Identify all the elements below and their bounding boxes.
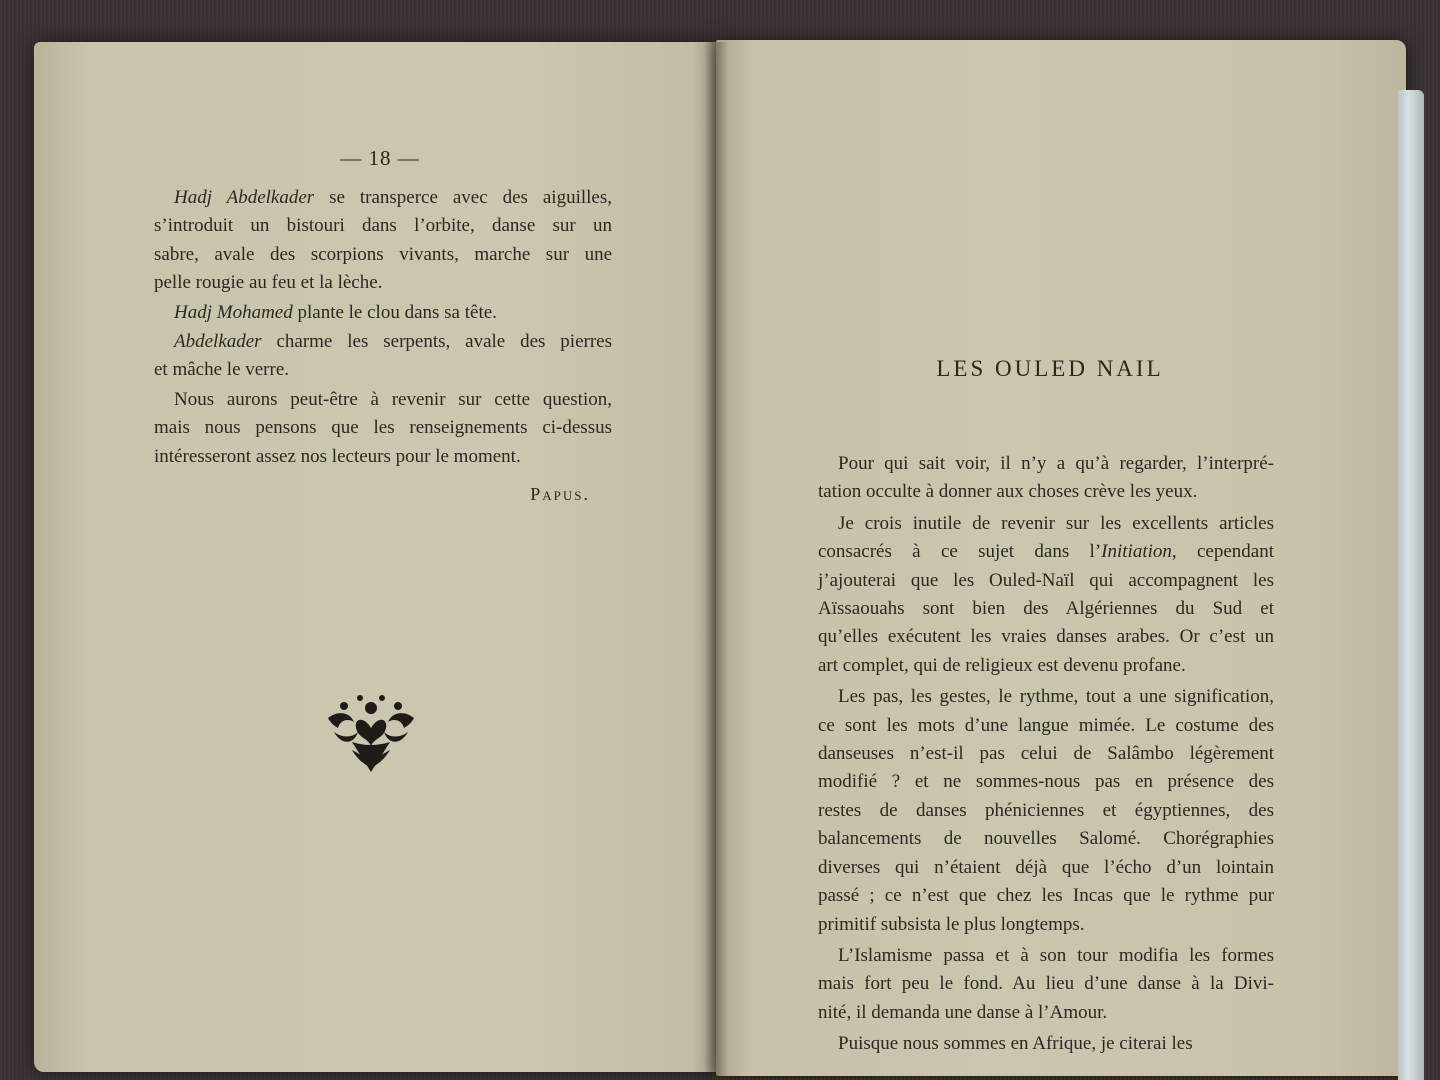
text-line	[818, 538, 1274, 566]
text-run: plante le clou dans sa tête.	[292, 301, 497, 323]
page-number: — 18 —	[340, 146, 420, 170]
paragraph	[154, 184, 612, 298]
text-line	[154, 299, 612, 327]
text-line: ce sont les mots d’une langue mimée. Le costume des	[818, 714, 1274, 736]
text-line: mais fort peu le fond. Au lieu d’une danse à la Divi-	[818, 973, 1274, 995]
paragraph	[818, 942, 1274, 1027]
text-line: L’Islamisme passa et à son tour modifia les formes	[838, 944, 1274, 966]
text-line: Les pas, les gestes, le rythme, tout a une signification,	[838, 686, 1274, 708]
text-line: Je crois inutile de revenir sur les excellents articles	[838, 512, 1274, 534]
book-gutter	[704, 42, 728, 1076]
text-line: Pour qui sait voir, il n’y a qu’à regarder, l’interpré-	[838, 453, 1274, 474]
text-line: diverses qui n’étaient déjà que l’écho d’un lointain	[818, 856, 1274, 878]
paragraph	[818, 683, 1274, 939]
fleuron-ornament-icon	[324, 688, 418, 772]
text-run: charme les serpents, avale des pierres	[261, 331, 612, 353]
text-line: j’ajouterai que les Ouled-Naïl qui accompagnent les	[818, 569, 1274, 591]
text-run: , cependant	[1171, 541, 1275, 563]
page-stack-edge	[1398, 90, 1424, 1080]
paragraph	[818, 450, 1274, 507]
text-line: primitif subsista le plus longtemps.	[818, 913, 1085, 935]
text-line: mais nous pensons que les renseignements ci-dessus	[154, 417, 612, 439]
left-page-text	[154, 184, 612, 471]
author-signature: Papus.	[530, 484, 590, 504]
text-line: intéresseront assez nos lecteurs pour le moment.	[154, 445, 521, 467]
text-line: passé ; ce n’est que chez les Incas que le rythme pur	[818, 885, 1274, 907]
paragraph	[154, 299, 612, 327]
text-line: Aïssaouahs sont bien des Algériennes du Sud et	[818, 598, 1274, 620]
text-line: modifié ? et ne sommes-nous pas en présence des	[818, 771, 1274, 793]
text-line	[154, 184, 612, 212]
text-line: restes de danses phéniciennes et égyptiennes, des	[818, 799, 1274, 821]
text-line: danseuses n’est-il pas celui de Salâmbo légèrement	[818, 743, 1274, 765]
paragraph	[154, 386, 612, 471]
italic-name: Abdelkader	[174, 331, 262, 353]
text-line: art complet, qui de religieux est devenu profane.	[818, 654, 1186, 676]
text-line: nité, il demanda une danse à l’Amour.	[818, 1001, 1108, 1023]
text-line: tation occulte à donner aux choses crève les yeux.	[818, 481, 1198, 503]
chapter-title: LES OULED NAIL	[936, 356, 1164, 381]
text-line: Nous aurons peut-être à revenir sur cette question,	[174, 388, 612, 410]
italic-name: Hadj Mohamed	[174, 301, 293, 323]
paragraph	[818, 1030, 1274, 1058]
text-line: s’introduit un bistouri dans l’orbite, danse sur un	[154, 215, 612, 237]
text-line: et mâche le verre.	[154, 359, 290, 381]
text-line	[154, 328, 612, 356]
italic-name: Hadj Abdelkader	[174, 187, 315, 208]
text-line: qu’elles exécutent les vraies danses arabes. Or c’est un	[818, 626, 1274, 648]
text-run: consacrés à ce sujet dans l’	[818, 541, 1102, 563]
text-line: Puisque nous sommes en Afrique, je citerai les	[838, 1033, 1193, 1055]
paragraph	[818, 510, 1274, 680]
right-page-text	[818, 450, 1274, 1059]
paragraph	[154, 328, 612, 385]
text-run: se transperce avec des aiguilles,	[314, 187, 612, 208]
text-line: sabre, avale des scorpions vivants, marche sur une	[154, 243, 612, 265]
text-line: pelle rougie au feu et la lèche.	[154, 272, 383, 294]
italic-name: Initiation	[1101, 541, 1172, 563]
text-line: balancements de nouvelles Salomé. Chorégraphies	[818, 828, 1274, 850]
